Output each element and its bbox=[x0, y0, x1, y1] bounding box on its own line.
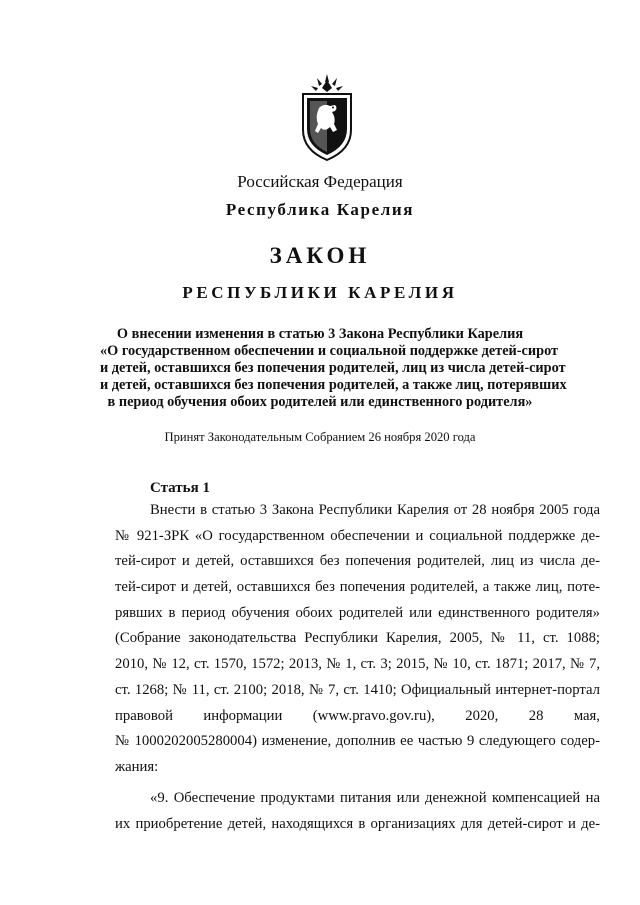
paragraph-line: «9. Обеспечение продуктами питания или денежной компенсацией на bbox=[150, 790, 600, 806]
paragraph-line: 2010, № 12, ст. 1570, 1572; 2013, № 1, ст. 3; 2015, № 10, ст. 1871; 2017, № 7, bbox=[115, 656, 600, 673]
law-title bbox=[100, 326, 567, 411]
paragraph-line-spread bbox=[115, 704, 600, 730]
paragraph-line: рявших в период обучения обоих родителей или единственного родителя» bbox=[115, 604, 600, 621]
paragraph-line: № 1000202005280004) изменение, дополнив ее частью 9 следующего содер- bbox=[115, 733, 600, 750]
paragraph-line: жания: bbox=[115, 758, 159, 775]
law-title-line: в период обучения обоих родителей или единственного родителя» bbox=[107, 394, 533, 410]
paragraph-line: ст. 1268; № 11, ст. 2100; 2018, № 7, ст. 1410; Официальный интернет-портал bbox=[115, 681, 600, 698]
paragraph-line: тей-сирот и детей, оставшихся без попечения родителей, а также лиц, поте- bbox=[115, 579, 600, 596]
spread-word: 28 bbox=[528, 707, 544, 724]
spread-word: мая, bbox=[573, 707, 600, 724]
article-paragraph-1 bbox=[115, 498, 600, 781]
paragraph-line: (Собрание законодательства Республики Карелия, 2005, № 11, ст. 1088; bbox=[115, 630, 600, 647]
law-title-line: и детей, оставшихся без попечения родителей, а также лиц, потерявших bbox=[100, 377, 567, 393]
document-type-subtitle: РЕСПУБЛИКИ КАРЕЛИЯ bbox=[182, 283, 458, 302]
law-title-line: О внесении изменения в статью 3 Закона Республики Карелия bbox=[116, 326, 524, 342]
spread-word: информации bbox=[203, 707, 283, 724]
paragraph-line: их приобретение детей, находящихся в организациях для детей-сирот и де- bbox=[115, 815, 600, 832]
article-heading: Статья 1 bbox=[150, 480, 210, 496]
law-title-line: и детей, оставшихся без попечения родителей, лиц из числа детей-сирот bbox=[100, 360, 566, 376]
spread-word: (www.pravo.gov.ru), bbox=[312, 707, 435, 724]
coat-of-arms-icon bbox=[297, 72, 357, 162]
document-type: ЗАКОН bbox=[269, 243, 371, 268]
paragraph-line: тей-сирот и детей, оставшихся без попечения родителей, лиц из числа де- bbox=[115, 553, 600, 570]
country-name: Российская Федерация bbox=[237, 172, 403, 191]
spread-word: правовой bbox=[115, 707, 173, 724]
republic-name: Республика Карелия bbox=[225, 200, 415, 219]
paragraph-line: Внести в статью 3 Закона Республики Карелия от 28 ноября 2005 года bbox=[150, 502, 600, 518]
article-paragraph-2 bbox=[115, 786, 600, 837]
spread-word: 2020, bbox=[465, 707, 499, 724]
law-title-line: «О государственном обеспечении и социальной поддержке детей-сирот bbox=[100, 343, 559, 359]
paragraph-line: № 921-ЗРК «О государственном обеспечении и социальной поддержке де- bbox=[115, 527, 600, 544]
adoption-note: Принят Законодательным Собранием 26 ноября 2020 года bbox=[164, 430, 476, 444]
